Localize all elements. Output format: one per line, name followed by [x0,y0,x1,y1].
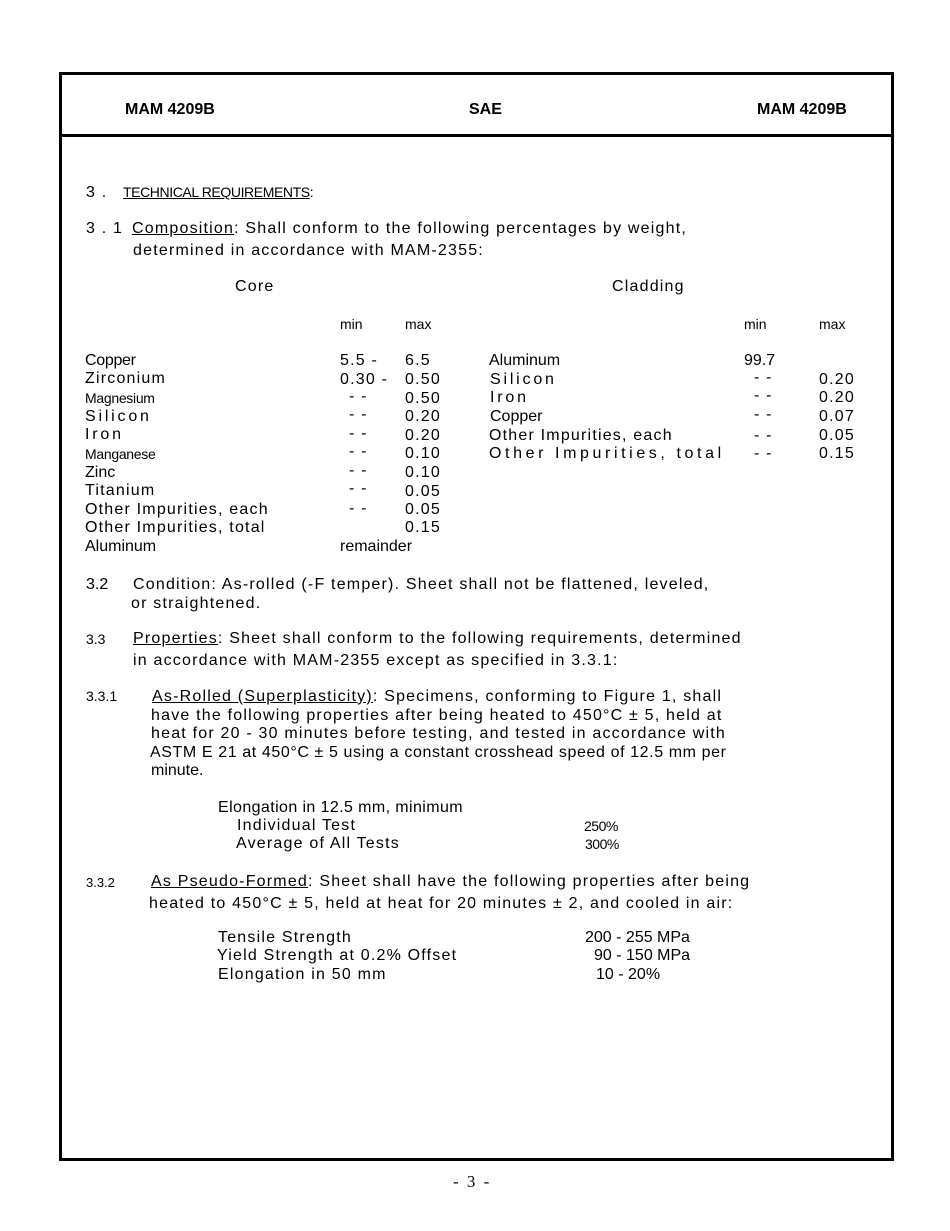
cladding-min: - - [754,445,773,462]
core-min: - - [349,388,368,405]
s332-number: 3.3.2 [86,875,115,890]
core-max: 0.20 [405,408,441,425]
cladding-max: 0.07 [819,408,855,425]
s31-title: Composition [132,220,235,237]
core-min: - - [349,406,368,423]
s32-number: 3.2 [86,576,109,593]
cladding-min: - - [754,369,773,386]
section-title-colon: : [309,184,314,200]
cladding-min: - - [754,387,773,404]
core-min: 0.30 - [340,371,389,388]
s331-elongation-label: Elongation in 12.5 mm, minimum [218,799,463,816]
cladding-max: 0.05 [819,427,855,444]
cladding-min: - - [754,406,773,423]
cladding-max: 0.20 [819,389,855,406]
core-min: - - [349,425,368,442]
cladding-max-label: max [819,316,846,332]
cladding-heading: Cladding [612,278,685,295]
s331-average-label: Average of All Tests [236,835,400,852]
core-name: Silicon [85,408,152,425]
core-name: Zinc [85,464,116,481]
s31-line1 [132,221,687,237]
core-max: 0.05 [405,483,441,500]
s33-number: 3.3 [86,631,106,647]
core-max: 0.50 [405,371,441,388]
core-min: 5.5 - [340,352,379,369]
s332-row-value: 10 - 20% [596,966,661,983]
s331-individual-value: 250% [584,818,618,834]
s331-line2: have the following properties after being heated to 450°C ± 5, held at [151,707,723,724]
s31-line2: determined in accordance with MAM-2355: [133,242,484,259]
core-min: - - [349,462,368,479]
cladding-min-label: min [744,316,767,332]
s32-line2: or straightened. [131,595,262,612]
cladding-max: 0.15 [819,445,855,462]
header-doc-id-right: MAM 4209B [757,101,847,118]
section-title-text: TECHNICAL REQUIREMENTS [123,184,310,200]
s32-line1: Condition: As-rolled (-F temper). Sheet shall not be flattened, leveled, [133,576,710,593]
core-max: 0.20 [405,427,441,444]
cladding-name: Iron [490,389,529,406]
s332-row-label: Tensile Strength [218,929,352,946]
core-max: 0.50 [405,390,441,407]
core-name: Titanium [85,482,156,499]
core-name: Other Impurities, each [85,501,269,518]
section-number: 3 . [86,184,108,201]
core-name: Zirconium [85,370,167,387]
core-name: Manganese [85,446,156,462]
s331-title: As-Rolled (Superplasticity) [152,688,373,705]
header-doc-id-left: MAM 4209B [125,101,215,118]
s331-line4: ASTM E 21 at 450°C ± 5 using a constant crosshead speed of 12.5 mm per [150,744,727,761]
core-min: - - [349,500,368,517]
header-org: SAE [469,101,502,118]
core-min: - - [349,480,368,497]
s332-title: As Pseudo-Formed [151,873,309,890]
s332-line2: heated to 450°C ± 5, held at heat for 20 minutes ± 2, and cooled in air: [149,895,734,912]
cladding-max: 0.20 [819,371,855,388]
cladding-name: Silicon [490,371,557,388]
core-min: - - [349,443,368,460]
s331-line3: heat for 20 - 30 minutes before testing, and tested in accordance with [151,725,726,742]
core-name: Other Impurities, total [85,519,266,536]
s331-number: 3.3.1 [86,688,118,704]
s331-line1-text: : Specimens, conforming to Figure 1, shall [372,688,723,705]
core-max: 0.05 [405,501,441,518]
core-heading: Core [235,278,275,295]
cladding-name: Other Impurities, total [489,445,725,462]
s332-row-label: Elongation in 50 mm [218,966,387,983]
cladding-name: Other Impurities, each [489,427,673,444]
core-max: 0.10 [405,464,441,481]
section-title [123,185,313,199]
s331-line1 [152,689,722,705]
core-min: remainder [340,538,413,555]
core-max: 6.5 [405,352,431,369]
s33-line1 [133,631,742,647]
s33-line1-text: : Sheet shall conform to the following requirements, determined [217,630,742,647]
s332-row-value: 90 - 150 MPa [594,947,691,964]
core-max: 0.10 [405,445,441,462]
header-divider [59,134,894,137]
s31-number: 3 . 1 [86,220,124,237]
s332-line1 [151,874,750,890]
core-max-label: max [405,316,432,332]
s331-average-value: 300% [585,836,619,852]
core-name: Magnesium [85,390,155,406]
core-name: Copper [85,352,136,369]
s33-line2: in accordance with MAM-2355 except as specified in 3.3.1: [133,652,619,669]
core-max: 0.15 [405,519,441,536]
core-name: Aluminum [85,538,157,555]
cladding-name: Copper [490,408,543,425]
s332-line1-text: : Sheet shall have the following properties after being [308,873,751,890]
s33-title: Properties [133,630,218,647]
s332-row-label: Yield Strength at 0.2% Offset [217,947,458,964]
s331-individual-label: Individual Test [237,817,357,834]
core-name: Iron [85,426,124,443]
page-number: - 3 - [453,1172,492,1191]
cladding-min: - - [754,427,773,444]
s331-line5: minute. [151,762,204,779]
s332-row-value: 200 - 255 MPa [585,929,690,946]
cladding-name: Aluminum [489,352,561,369]
core-min-label: min [340,316,363,332]
s31-line1-text: : Shall conform to the following percentages by weight, [234,220,688,237]
cladding-min: 99.7 [744,352,776,369]
